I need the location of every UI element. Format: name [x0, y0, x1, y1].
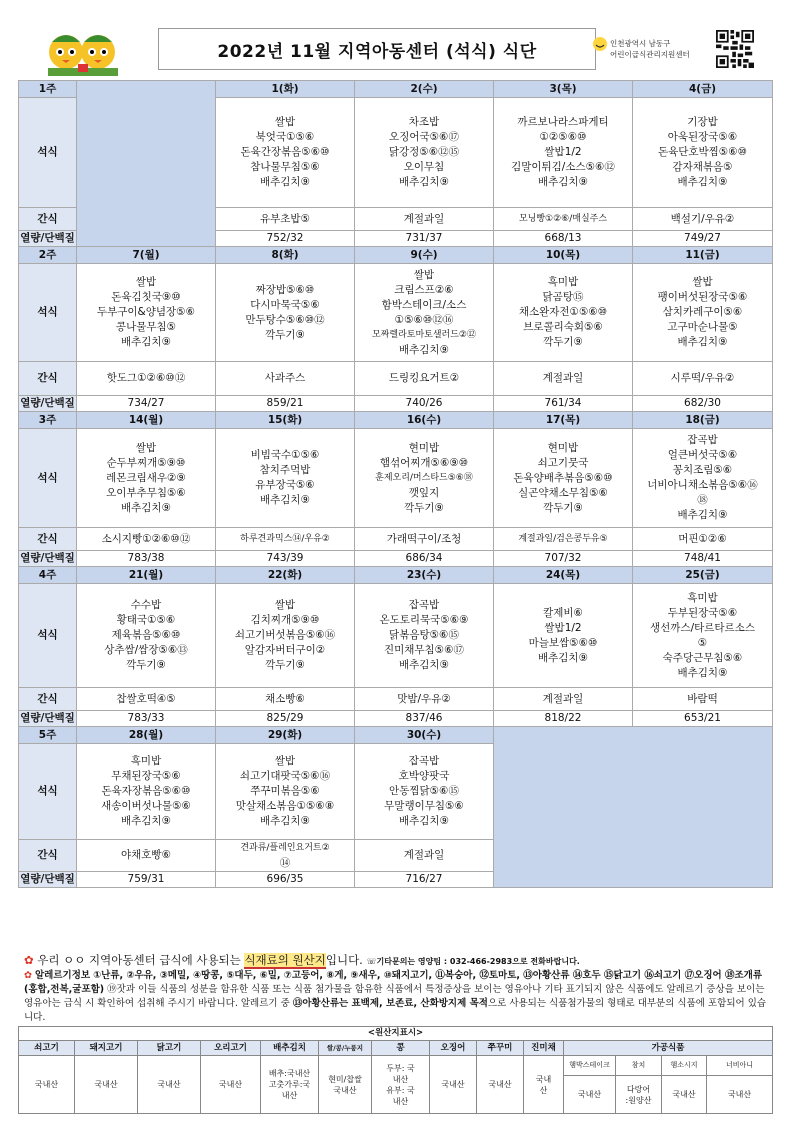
menu-item: 크림스프②⑥	[394, 283, 454, 296]
day-header: 3(목)	[494, 81, 633, 98]
menu-item: 감자채볶음⑤	[672, 161, 733, 173]
menu-item: 모짜렐라토마토샐러드②⑫	[371, 329, 476, 340]
origin-header: 콩	[372, 1041, 430, 1056]
menu-item: 현미밥	[408, 441, 440, 454]
smile-icon	[592, 36, 608, 52]
week-label: 2주	[19, 247, 77, 264]
blank-cell	[77, 81, 216, 247]
snack-item: 계절과일	[542, 692, 584, 705]
menu-item: 깍두기⑨	[265, 659, 305, 671]
snack-item: 드링킹요거트②	[388, 372, 460, 384]
menu-item: 흑미밥	[130, 755, 162, 767]
snack-cell	[355, 840, 494, 872]
week-label: 4주	[19, 567, 77, 584]
menu-item: 쇠고기버섯볶음⑤⑥⑯	[234, 629, 336, 641]
day-header: 16(수)	[355, 412, 494, 429]
menu-item: 레몬크림새우②⑨	[106, 471, 186, 484]
menu-item: 만두탕수⑤⑥⑩⑫	[245, 313, 325, 326]
day-header: 28(월)	[77, 727, 216, 744]
week-label: 3주	[19, 412, 77, 429]
snack-item: 시루떡/우유②	[670, 372, 735, 384]
menu-item: 알감자버터구이②	[244, 644, 326, 656]
snack-item: 모닝빵①②⑥/매실주스	[518, 213, 608, 224]
menu-item: 순두부찌개⑤⑨⑩	[106, 456, 186, 469]
snack-cell	[77, 528, 216, 551]
allergy-bold: ⑬아황산류는 표백제, 보존료, 산화방지제 목적	[292, 998, 488, 1009]
snack-cell	[355, 362, 494, 396]
menu-item: ①⑤⑥⑩⑫⑯	[394, 313, 454, 326]
menu-item: 너비아니채소볶음⑤⑥⑯	[647, 479, 758, 491]
dinner-label: 석식	[19, 584, 77, 688]
day-header: 15(화)	[216, 412, 355, 429]
day-header: 10(목)	[494, 247, 633, 264]
menu-item: 아욱된장국⑤⑥	[667, 131, 738, 143]
snack-cell	[494, 362, 633, 396]
week-label: 5주	[19, 727, 77, 744]
origin-value: 국내 산	[524, 1056, 564, 1114]
menu-item: 쭈꾸미볶음⑤⑥	[250, 785, 320, 797]
menu-item: 무말랭이무침⑤⑥	[384, 800, 464, 812]
processed-food-origin: 국내산	[662, 1076, 707, 1114]
menu-item: 닭곰탕⑮	[542, 291, 584, 303]
origin-value: 국내산	[138, 1056, 201, 1114]
processed-food-name: 너비아니	[707, 1056, 773, 1076]
menu-item: 생선까스/타르타르소스	[650, 621, 755, 634]
menu-item: 배추김치⑨	[399, 659, 449, 671]
meal-cell	[633, 98, 773, 208]
header	[18, 24, 772, 76]
menu-item: 햄섞어찌개⑤⑥⑨⑩	[379, 456, 469, 469]
processed-food-name: 참치	[616, 1056, 662, 1076]
meal-cell	[77, 744, 216, 840]
snack-item: 계절과일	[403, 212, 445, 225]
menu-item: 까르보나라스파게티	[517, 116, 609, 128]
menu-item: 상추쌈/쌈장⑤⑥⑬	[104, 644, 188, 656]
meal-cell	[355, 98, 494, 208]
snack-cell	[633, 362, 773, 396]
menu-item: 잡곡밥	[408, 599, 440, 611]
processed-food-origin: 다랑어 :원양산	[616, 1076, 662, 1114]
menu-item: 배추김치⑨	[260, 494, 310, 506]
snack-item: ⑭	[279, 856, 291, 869]
menu-item: 온도토리묵국⑤⑥⑨	[379, 614, 469, 626]
day-header: 18(금)	[633, 412, 773, 429]
menu-item: 쌀밥	[413, 268, 435, 281]
nutrition-label: 열량/단백질	[19, 396, 77, 412]
meal-cell	[216, 429, 355, 528]
meal-cell	[633, 264, 773, 362]
meal-cell	[77, 429, 216, 528]
meal-cell	[633, 429, 773, 528]
menu-item: 김치찌개⑤⑨⑩	[250, 614, 320, 626]
meal-cell	[494, 429, 633, 528]
menu-item: 배추김치⑨	[677, 509, 728, 521]
week-label: 1주	[19, 81, 77, 98]
menu-item: 배추김치⑨	[399, 176, 449, 188]
menu-item: 꽁치조림⑤⑥	[672, 464, 733, 476]
dinner-label: 석식	[19, 429, 77, 528]
snack-item: 찹쌀호떡④⑤	[116, 692, 176, 705]
day-header: 17(목)	[494, 412, 633, 429]
menu-item: 참치주먹밥	[259, 464, 311, 476]
snack-cell	[494, 688, 633, 711]
menu-item: 쌀밥1/2	[544, 621, 582, 634]
meal-cell	[216, 98, 355, 208]
menu-item: 흑미밥	[547, 276, 579, 288]
meal-cell	[216, 584, 355, 688]
menu-item: 제육볶음⑤⑥⑩	[111, 629, 181, 641]
menu-item: 돈육김칫국⑨⑩	[111, 291, 181, 303]
nutrition-label: 열량/단백질	[19, 872, 77, 888]
menu-item: 북엇국①⑤⑥	[255, 131, 315, 143]
meal-cell	[633, 584, 773, 688]
menu-item: 닭강정⑤⑥⑫⑮	[388, 146, 460, 158]
snack-cell	[216, 840, 355, 872]
snack-item: 계절과일	[403, 849, 445, 861]
nutrition-label: 열량/단백질	[19, 711, 77, 727]
snack-item: 핫도그①②⑥⑩⑫	[106, 372, 186, 384]
meal-cell	[355, 744, 494, 840]
snack-cell	[494, 208, 633, 231]
menu-item: 배추김치⑨	[260, 815, 310, 827]
origin-title: <원산지표시>	[19, 1027, 773, 1041]
menu-item: 기장밥	[687, 116, 718, 128]
menu-item: 팽이버섯된장국⑤⑥	[657, 291, 748, 303]
menu-item: 새송이버섯나물⑤⑥	[101, 800, 191, 812]
menu-item: 두부구이&양념장⑤⑥	[96, 306, 195, 318]
processed-food-name: 햄박스테이크	[564, 1056, 616, 1076]
snack-cell	[216, 362, 355, 396]
nutrition-value: 716/27	[355, 872, 494, 888]
snack-cell	[633, 688, 773, 711]
menu-table	[18, 80, 773, 888]
snack-cell	[633, 208, 773, 231]
snack-label: 간식	[19, 208, 77, 231]
menu-item: 쌀밥	[692, 276, 713, 288]
menu-item: 비빔국수①⑤⑥	[250, 449, 320, 461]
menu-item: ⑤	[697, 636, 708, 649]
menu-item: 쌀밥	[135, 441, 157, 454]
menu-item: 돈육자장볶음⑤⑥⑩	[101, 785, 191, 797]
menu-item: 짜장밥⑤⑥⑩	[255, 283, 315, 296]
menu-item: 쇠고기대팟국⑤⑥⑯	[239, 770, 331, 782]
menu-item: 채소완자전①⑤⑥⑩	[518, 306, 608, 318]
menu-item: 흑미밥	[687, 591, 718, 604]
menu-item: 배추김치⑨	[121, 501, 171, 514]
snack-item: 소시지빵①②⑥⑩⑫	[101, 532, 191, 545]
menu-item: 함박스테이크/소스	[381, 298, 467, 311]
day-header: 23(수)	[355, 567, 494, 584]
origin-header: 오리고기	[201, 1041, 261, 1056]
origin-header: 배추김치	[261, 1041, 319, 1056]
origin-header: 쇠고기	[19, 1041, 75, 1056]
menu-item: 돈육간장볶음⑤⑥⑩	[240, 146, 330, 158]
dinner-label: 석식	[19, 744, 77, 840]
origin-value: 국내산	[430, 1056, 477, 1114]
snack-label: 간식	[19, 362, 77, 396]
menu-item: 배추김치⑨	[399, 343, 449, 356]
snack-label: 간식	[19, 688, 77, 711]
snack-cell	[216, 688, 355, 711]
allergy-list: ①난류, ②우유, ③메밀, ④땅콩, ⑤대두, ⑥밀, ⑦고등어, ⑧게, ⑨새우, ⑩돼지고기, ⑪복숭아, ⑫토마토, ⑬아황산류 ⑭호두 ⑮닭고기 ⑯쇠고기 ⑰오징어 ⑱조개류(홍합,전복,굴포함)	[24, 970, 763, 995]
origin-value: 현미/찹쌀 국내산	[319, 1056, 372, 1114]
nutrition-value: 731/37	[355, 231, 494, 247]
origin-value: 배추:국내산 고춧가루:국 내산	[261, 1056, 319, 1114]
origin-header: 오징어	[430, 1041, 477, 1056]
nutrition-value: 734/27	[77, 396, 216, 412]
day-header: 7(월)	[77, 247, 216, 264]
qr-code-icon	[716, 30, 754, 68]
day-header: 21(월)	[77, 567, 216, 584]
org-logo	[592, 30, 768, 70]
day-header: 30(수)	[355, 727, 494, 744]
day-header: 14(월)	[77, 412, 216, 429]
menu-item: 배추김치⑨	[538, 176, 588, 188]
day-header: 29(화)	[216, 727, 355, 744]
meal-cell	[494, 584, 633, 688]
menu-item: 배추김치⑨	[677, 336, 728, 348]
blank-cell	[494, 727, 773, 888]
meal-cell	[355, 584, 494, 688]
meal-cell	[216, 744, 355, 840]
snack-item: 야채호빵⑥	[121, 849, 171, 861]
menu-item: 오이부추무침⑤⑥	[106, 486, 186, 499]
org-line1: 인천광역시 남동구	[610, 39, 671, 48]
snack-cell	[216, 208, 355, 231]
menu-item: 고구마순나물⑤	[667, 321, 738, 333]
menu-item: 안동찜닭⑤⑥⑮	[389, 785, 459, 797]
snack-item: 채소빵⑥	[265, 692, 305, 705]
mascot-logo	[18, 24, 148, 76]
origin-header: 쌀/콩/누룽지	[319, 1041, 372, 1056]
snack-item: 계절과일	[542, 372, 584, 384]
nutrition-value: 783/33	[77, 711, 216, 727]
notes-origin-text: 우리 ㅇㅇ 지역아동센터 급식에 사용되는	[37, 953, 245, 967]
snack-cell	[633, 528, 773, 551]
menu-item: 호박양팟국	[398, 770, 450, 782]
snack-cell	[355, 688, 494, 711]
dinner-label: 석식	[19, 264, 77, 362]
origin-value: 국내산	[19, 1056, 75, 1114]
nutrition-value: 837/46	[355, 711, 494, 727]
menu-item: 쌀밥	[274, 755, 296, 767]
nutrition-label: 열량/단백질	[19, 231, 77, 247]
allergy-text: ⑲잣과 이들 식품의 성분을 함유한 식품 또는 식품 첨가물을 함유한 식품에서 특정증상을 보이는 영유아나 기타 표기되지 않은 식품에도 알레르기 증상을 보이는 영유아는 급식 시 확인하여 섭취해 주시기 바랍니다. 알레르기 중	[24, 984, 765, 1009]
snack-cell	[355, 528, 494, 551]
menu-item: 김말이튀김/소스⑤⑥⑫	[511, 161, 615, 173]
menu-item: 얼큰버섯국⑤⑥	[667, 449, 738, 461]
allergy-end: 으로 사용되는 식품첨가물의 형태로 대부분의 식품에 포함되어 있습니다.	[24, 998, 767, 1023]
day-header: 8(화)	[216, 247, 355, 264]
menu-item: 두부된장국⑤⑥	[667, 606, 738, 619]
nutrition-value: 682/30	[633, 396, 773, 412]
day-header: 4(금)	[633, 81, 773, 98]
origin-value: 국내산	[75, 1056, 138, 1114]
snack-label: 간식	[19, 840, 77, 872]
snack-cell	[355, 208, 494, 231]
menu-item: 돈육양배추볶음⑤⑥⑩	[513, 471, 613, 484]
meal-cell	[77, 264, 216, 362]
menu-item: 배추김치⑨	[121, 815, 171, 827]
snack-label: 간식	[19, 528, 77, 551]
menu-item: 삼치카레구이⑤⑥	[662, 306, 743, 318]
nutrition-value: 686/34	[355, 551, 494, 567]
menu-item: 칼제비⑥	[543, 606, 583, 619]
menu-item: 실곤약채소무침⑤⑥	[518, 486, 608, 499]
nutrition-value: 783/38	[77, 551, 216, 567]
menu-item: 쇠고기뭇국	[537, 456, 589, 469]
menu-item: 닭볶음탕⑤⑥⑮	[389, 629, 459, 641]
snack-cell	[77, 362, 216, 396]
snack-item: 머핀①②⑥	[678, 532, 727, 545]
menu-item: 현미밥	[547, 441, 579, 454]
notes-origin-highlight: 식재료의 원산지	[244, 953, 326, 967]
origin-header: 닭고기	[138, 1041, 201, 1056]
menu-item: 맛살채소볶음①⑤⑥⑧	[235, 800, 335, 812]
day-header: 9(수)	[355, 247, 494, 264]
menu-item: 오징어국⑤⑥⑰	[389, 131, 459, 143]
origin-header: 돼지고기	[75, 1041, 138, 1056]
org-line2: 어린이급식관리지원센터	[610, 50, 690, 59]
meal-cell	[494, 264, 633, 362]
origin-header: 진미채	[524, 1041, 564, 1056]
menu-item: ⑱	[697, 494, 708, 506]
menu-item: 배추김치⑨	[677, 176, 728, 188]
dinner-label: 석식	[19, 98, 77, 208]
menu-item: 진미채무침⑤⑥⑰	[383, 644, 465, 656]
menu-item: 쌀밥	[274, 116, 296, 128]
nutrition-value: 759/31	[77, 872, 216, 888]
menu-item: 유부장국⑤⑥	[255, 479, 315, 491]
menu-item: 콩나물무침⑤	[115, 321, 177, 333]
meal-cell	[355, 264, 494, 362]
menu-item: 숙주당근무침⑤⑥	[662, 651, 743, 664]
allergy-label: 알레르기정보	[35, 970, 91, 981]
meal-cell	[77, 584, 216, 688]
menu-item: 다시마묵국⑤⑥	[250, 298, 320, 311]
nutrition-value: 668/13	[494, 231, 633, 247]
menu-item: 배추김치⑨	[260, 176, 310, 188]
nutrition-value: 825/29	[216, 711, 355, 727]
origin-value: 국내산	[201, 1056, 261, 1114]
day-header: 22(화)	[216, 567, 355, 584]
menu-item: 쌀밥1/2	[544, 146, 582, 158]
menu-item: 오이무침	[403, 161, 445, 173]
nutrition-value: 653/21	[633, 711, 773, 727]
snack-item: 계절과일/검은콩두유⑤	[518, 533, 608, 544]
snack-cell	[494, 528, 633, 551]
menu-item: ①②⑤⑥⑩	[539, 131, 587, 143]
nutrition-value: 740/26	[355, 396, 494, 412]
origin-value: 국내산	[477, 1056, 524, 1114]
page-title: 2022년 11월 지역아동센터 (석식) 식단	[158, 28, 596, 70]
origin-value: 두부: 국 내산 유부: 국 내산	[372, 1056, 430, 1114]
nutrition-value: 761/34	[494, 396, 633, 412]
notes: ✿ 우리 ㅇㅇ 지역아동센터 급식에 사용되는 식재료의 원산지입니다. ☏기타문의는 영양팀 : 032-466-2983으로 전화바랍니다. ✿ 알레르기정보 ①난류, ②우유, ③메밀, ④땅콩, ⑤대두, ⑥밀, ⑦고등어, ⑧게, ⑨새우, ⑩돼지고기, ⑪복숭아, ⑫토마토, ⑬아황산류 ⑭호두 ⑮닭고기 ⑯쇠고기 ⑰오징어 ⑱조개류(홍합,전복,굴포함) ⑲잣과 이들 식품의 성분을 함유한 식품 또는 식품 첨가물을 함유한 식품에서 특정증상을 보이는 영유아나 기타 표기되지 않은 식품에도 알레르기 증상을 보이는 영유아는 급식 시 확인하여 섭취해 주시기 바랍니다. 알레르기 중 ⑬아황산류는 표백제, 보존료, 산화방지제 목적으로 사용되는 식품첨가물의 형태로 대부분의 식품에 포함되어 있습니다.	[24, 953, 767, 1023]
menu-item: 잡곡밥	[687, 434, 718, 446]
menu-item: 깍두기⑨	[265, 328, 305, 341]
meal-cell	[216, 264, 355, 362]
processed-food-name: 햄소시지	[662, 1056, 707, 1076]
menu-item: 브로콜리숙회⑤⑥	[523, 321, 603, 333]
snack-item: 견과류/플레인요거트②	[240, 842, 330, 853]
menu-item: 마늘보쌈⑤⑥⑩	[528, 636, 598, 649]
menu-item: 훈제오리/머스타드⑤⑥⑱	[375, 472, 473, 483]
snack-item: 하루견과믹스⑭/우유②	[240, 533, 330, 544]
menu-item: 쌀밥	[135, 276, 157, 288]
menu-item: 무채된장국⑤⑥	[111, 770, 181, 782]
menu-item: 수수밥	[130, 599, 162, 611]
meal-cell	[494, 98, 633, 208]
snack-item: 가래떡구이/조청	[386, 532, 462, 545]
snack-cell	[77, 840, 216, 872]
menu-item: 쌀밥	[274, 599, 296, 611]
snack-item: 사과주스	[264, 372, 306, 384]
nutrition-value: 748/41	[633, 551, 773, 567]
nutrition-value: 859/21	[216, 396, 355, 412]
day-header: 11(금)	[633, 247, 773, 264]
nutrition-value: 707/32	[494, 551, 633, 567]
snack-item: 유부초밥⑤	[260, 212, 310, 225]
menu-item: 깻잎지	[408, 486, 440, 499]
nutrition-value: 743/39	[216, 551, 355, 567]
day-header: 25(금)	[633, 567, 773, 584]
menu-item: 차조밥	[408, 116, 440, 128]
day-header: 2(수)	[355, 81, 494, 98]
menu-item: 배추김치⑨	[399, 815, 449, 827]
nutrition-value: 749/27	[633, 231, 773, 247]
snack-item: 백설기/우유②	[670, 212, 735, 225]
menu-item: 참나물무침⑤⑥	[250, 161, 320, 173]
snack-item: 맛밤/우유②	[397, 692, 451, 705]
snack-cell	[216, 528, 355, 551]
nutrition-value: 818/22	[494, 711, 633, 727]
menu-item: 배추김치⑨	[121, 336, 171, 348]
menu-item: 깍두기⑨	[126, 659, 166, 671]
day-header: 1(화)	[216, 81, 355, 98]
origin-header: 가공식품	[564, 1041, 773, 1056]
menu-item: 깍두기⑨	[543, 501, 583, 514]
origin-table	[18, 1026, 773, 1114]
meal-cell	[355, 429, 494, 528]
processed-food-origin: 국내산	[564, 1076, 616, 1114]
menu-item: 황태국①⑤⑥	[116, 614, 176, 626]
menu-item: 배추김치⑨	[677, 666, 728, 679]
menu-item: 깍두기⑨	[404, 501, 444, 514]
notes-contact: ☏기타문의는 영양팀 : 032-466-2983으로 전화바랍니다.	[366, 957, 580, 966]
nutrition-value: 752/32	[216, 231, 355, 247]
menu-item: 깍두기⑨	[543, 336, 583, 348]
nutrition-label: 열량/단백질	[19, 551, 77, 567]
snack-cell	[77, 688, 216, 711]
nutrition-value: 696/35	[216, 872, 355, 888]
menu-item: 돈육단호박찜⑤⑥⑩	[657, 146, 748, 158]
snack-item: 바람떡	[687, 692, 718, 705]
notes-origin-end: 입니다.	[325, 953, 363, 967]
origin-header: 쭈꾸미	[477, 1041, 524, 1056]
menu-item: 잡곡밥	[408, 755, 440, 767]
menu-item: 배추김치⑨	[538, 651, 588, 664]
processed-food-origin: 국내산	[707, 1076, 773, 1114]
day-header: 24(목)	[494, 567, 633, 584]
